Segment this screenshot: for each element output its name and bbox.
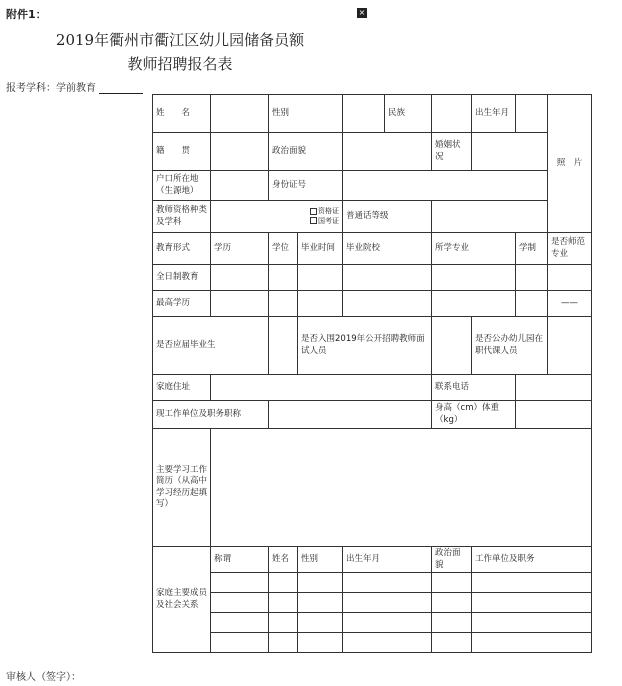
cert-obtained-option[interactable] [214,207,339,216]
normal-major-label: 是否师范专业 [548,233,592,265]
subject-blank[interactable] [99,83,143,94]
fam-cell[interactable] [269,573,298,593]
close-icon[interactable]: × [358,8,366,17]
checkbox-icon[interactable] [310,208,317,215]
fam-cell[interactable] [298,613,343,633]
fam-cell[interactable] [343,573,432,593]
edu-level-label: 学历 [211,233,269,265]
grad-school-label: 毕业院校 [343,233,432,265]
degree-label: 学位 [269,233,298,265]
fulltime-major[interactable] [432,265,516,291]
fam-work-header: 工作单位及职务 [472,547,592,573]
mandarin-label: 普通话等级 [343,201,432,233]
resume-label: 主要学习工作简历（从高中学习经历起填写） [153,429,211,547]
annex-label: 附件1： [6,8,47,21]
ethnicity-field[interactable] [432,95,472,133]
fam-cell[interactable] [472,613,592,633]
fam-cell[interactable] [298,573,343,593]
resume-field[interactable] [211,429,592,547]
address-label: 家庭住址 [153,375,211,401]
registration-form [152,94,592,653]
highest-time[interactable] [298,291,343,317]
highest-level[interactable] [211,291,269,317]
fresh-grad-field[interactable] [269,317,298,375]
fam-cell[interactable] [343,593,432,613]
birth-field[interactable] [516,95,548,133]
reviewer-signature: 审核人（签字）： [6,672,81,683]
fam-cell[interactable] [211,593,269,613]
political-label: 政治面貌 [269,133,343,171]
highest-degree[interactable] [269,291,298,317]
fam-cell[interactable] [343,633,432,653]
fulltime-time[interactable] [298,265,343,291]
fam-cell[interactable] [211,573,269,593]
fam-cell[interactable] [343,613,432,633]
native-field[interactable] [211,133,269,171]
table-row [153,573,592,593]
public-kinder-label: 是否公办幼儿园在职代课人员 [472,317,548,375]
family-label: 家庭主要成员及社会关系 [153,547,211,653]
interviewed-label: 是否入围2019年公开招聘教师面试人员 [298,317,432,375]
cert-exam-label: 国考证 [318,216,340,225]
edu-form-label: 教育形式 [153,233,211,265]
fulltime-school[interactable] [343,265,432,291]
public-kinder-field[interactable] [548,317,592,375]
dash-mark: —— [548,291,592,317]
highest-school[interactable] [343,291,432,317]
cert-options [211,201,343,233]
fam-cell[interactable] [432,613,472,633]
table-row [153,593,592,613]
fulltime-label: 全日制教育 [153,265,211,291]
fulltime-system[interactable] [516,265,548,291]
highest-system[interactable] [516,291,548,317]
address-field[interactable] [211,375,432,401]
subject-line [6,79,143,94]
school-system-label: 学制 [516,233,548,265]
form-title-line2: 教师招聘报名表 [127,55,233,73]
relation-header: 称谓 [211,547,269,573]
phone-label: 联系电话 [432,375,516,401]
fam-cell[interactable] [472,633,592,653]
birth-label: 出生年月 [472,95,516,133]
fulltime-degree[interactable] [269,265,298,291]
fam-political-header: 政治面貌 [432,547,472,573]
highest-label: 最高学历 [153,291,211,317]
fam-cell[interactable] [432,593,472,613]
gender-label: 性别 [269,95,343,133]
grad-time-label: 毕业时间 [298,233,343,265]
interviewed-field[interactable] [432,317,472,375]
native-label: 籍 贯 [153,133,211,171]
hukou-label: 户口所在地（生源地） [153,171,211,201]
fam-cell[interactable] [269,613,298,633]
table-row [153,633,592,653]
photo-box: 照 片 [548,95,592,233]
subject-label: 报考学科：学前教育 [6,83,96,94]
fam-cell[interactable] [269,633,298,653]
fam-cell[interactable] [472,593,592,613]
mandarin-field[interactable] [432,201,548,233]
fam-birth-header: 出生年月 [343,547,432,573]
fulltime-level[interactable] [211,265,269,291]
major-label: 所学专业 [432,233,516,265]
gender-field[interactable] [343,95,385,133]
id-label: 身份证号 [269,171,343,201]
checkbox-icon[interactable] [310,217,317,224]
fam-name-header: 姓名 [269,547,298,573]
height-weight-field[interactable] [516,401,592,429]
name-label: 姓 名 [153,95,211,133]
fam-cell[interactable] [298,593,343,613]
phone-field[interactable] [516,375,592,401]
fam-cell[interactable] [472,573,592,593]
hukou-field[interactable] [211,171,269,201]
fam-cell[interactable] [211,613,269,633]
fam-cell[interactable] [432,633,472,653]
form-title-line1: 2019年衢州市衢江区幼儿园储备员额 [55,31,305,49]
cert-exam-option[interactable] [214,217,339,226]
marital-field[interactable] [472,133,548,171]
height-weight-label: 身高（cm）体重（kg） [432,401,516,429]
fam-cell[interactable] [211,633,269,653]
name-field[interactable] [211,95,269,133]
fresh-grad-label: 是否应届毕业生 [153,317,269,375]
table-row [153,613,592,633]
id-field[interactable] [343,171,548,201]
cert-obtained-label: 资格证 [318,207,340,216]
work-unit-label: 现工作单位及职务职称 [153,401,269,429]
fam-cell[interactable] [432,573,472,593]
work-unit-field[interactable] [269,401,432,429]
political-field[interactable] [343,133,432,171]
highest-major[interactable] [432,291,516,317]
teacher-cert-label: 教师资格种类及学科 [153,201,211,233]
fulltime-normal[interactable] [548,265,592,291]
fam-gender-header: 性别 [298,547,343,573]
fam-cell[interactable] [298,633,343,653]
marital-label: 婚姻状况 [432,133,472,171]
fam-cell[interactable] [269,593,298,613]
ethnicity-label: 民族 [385,95,432,133]
